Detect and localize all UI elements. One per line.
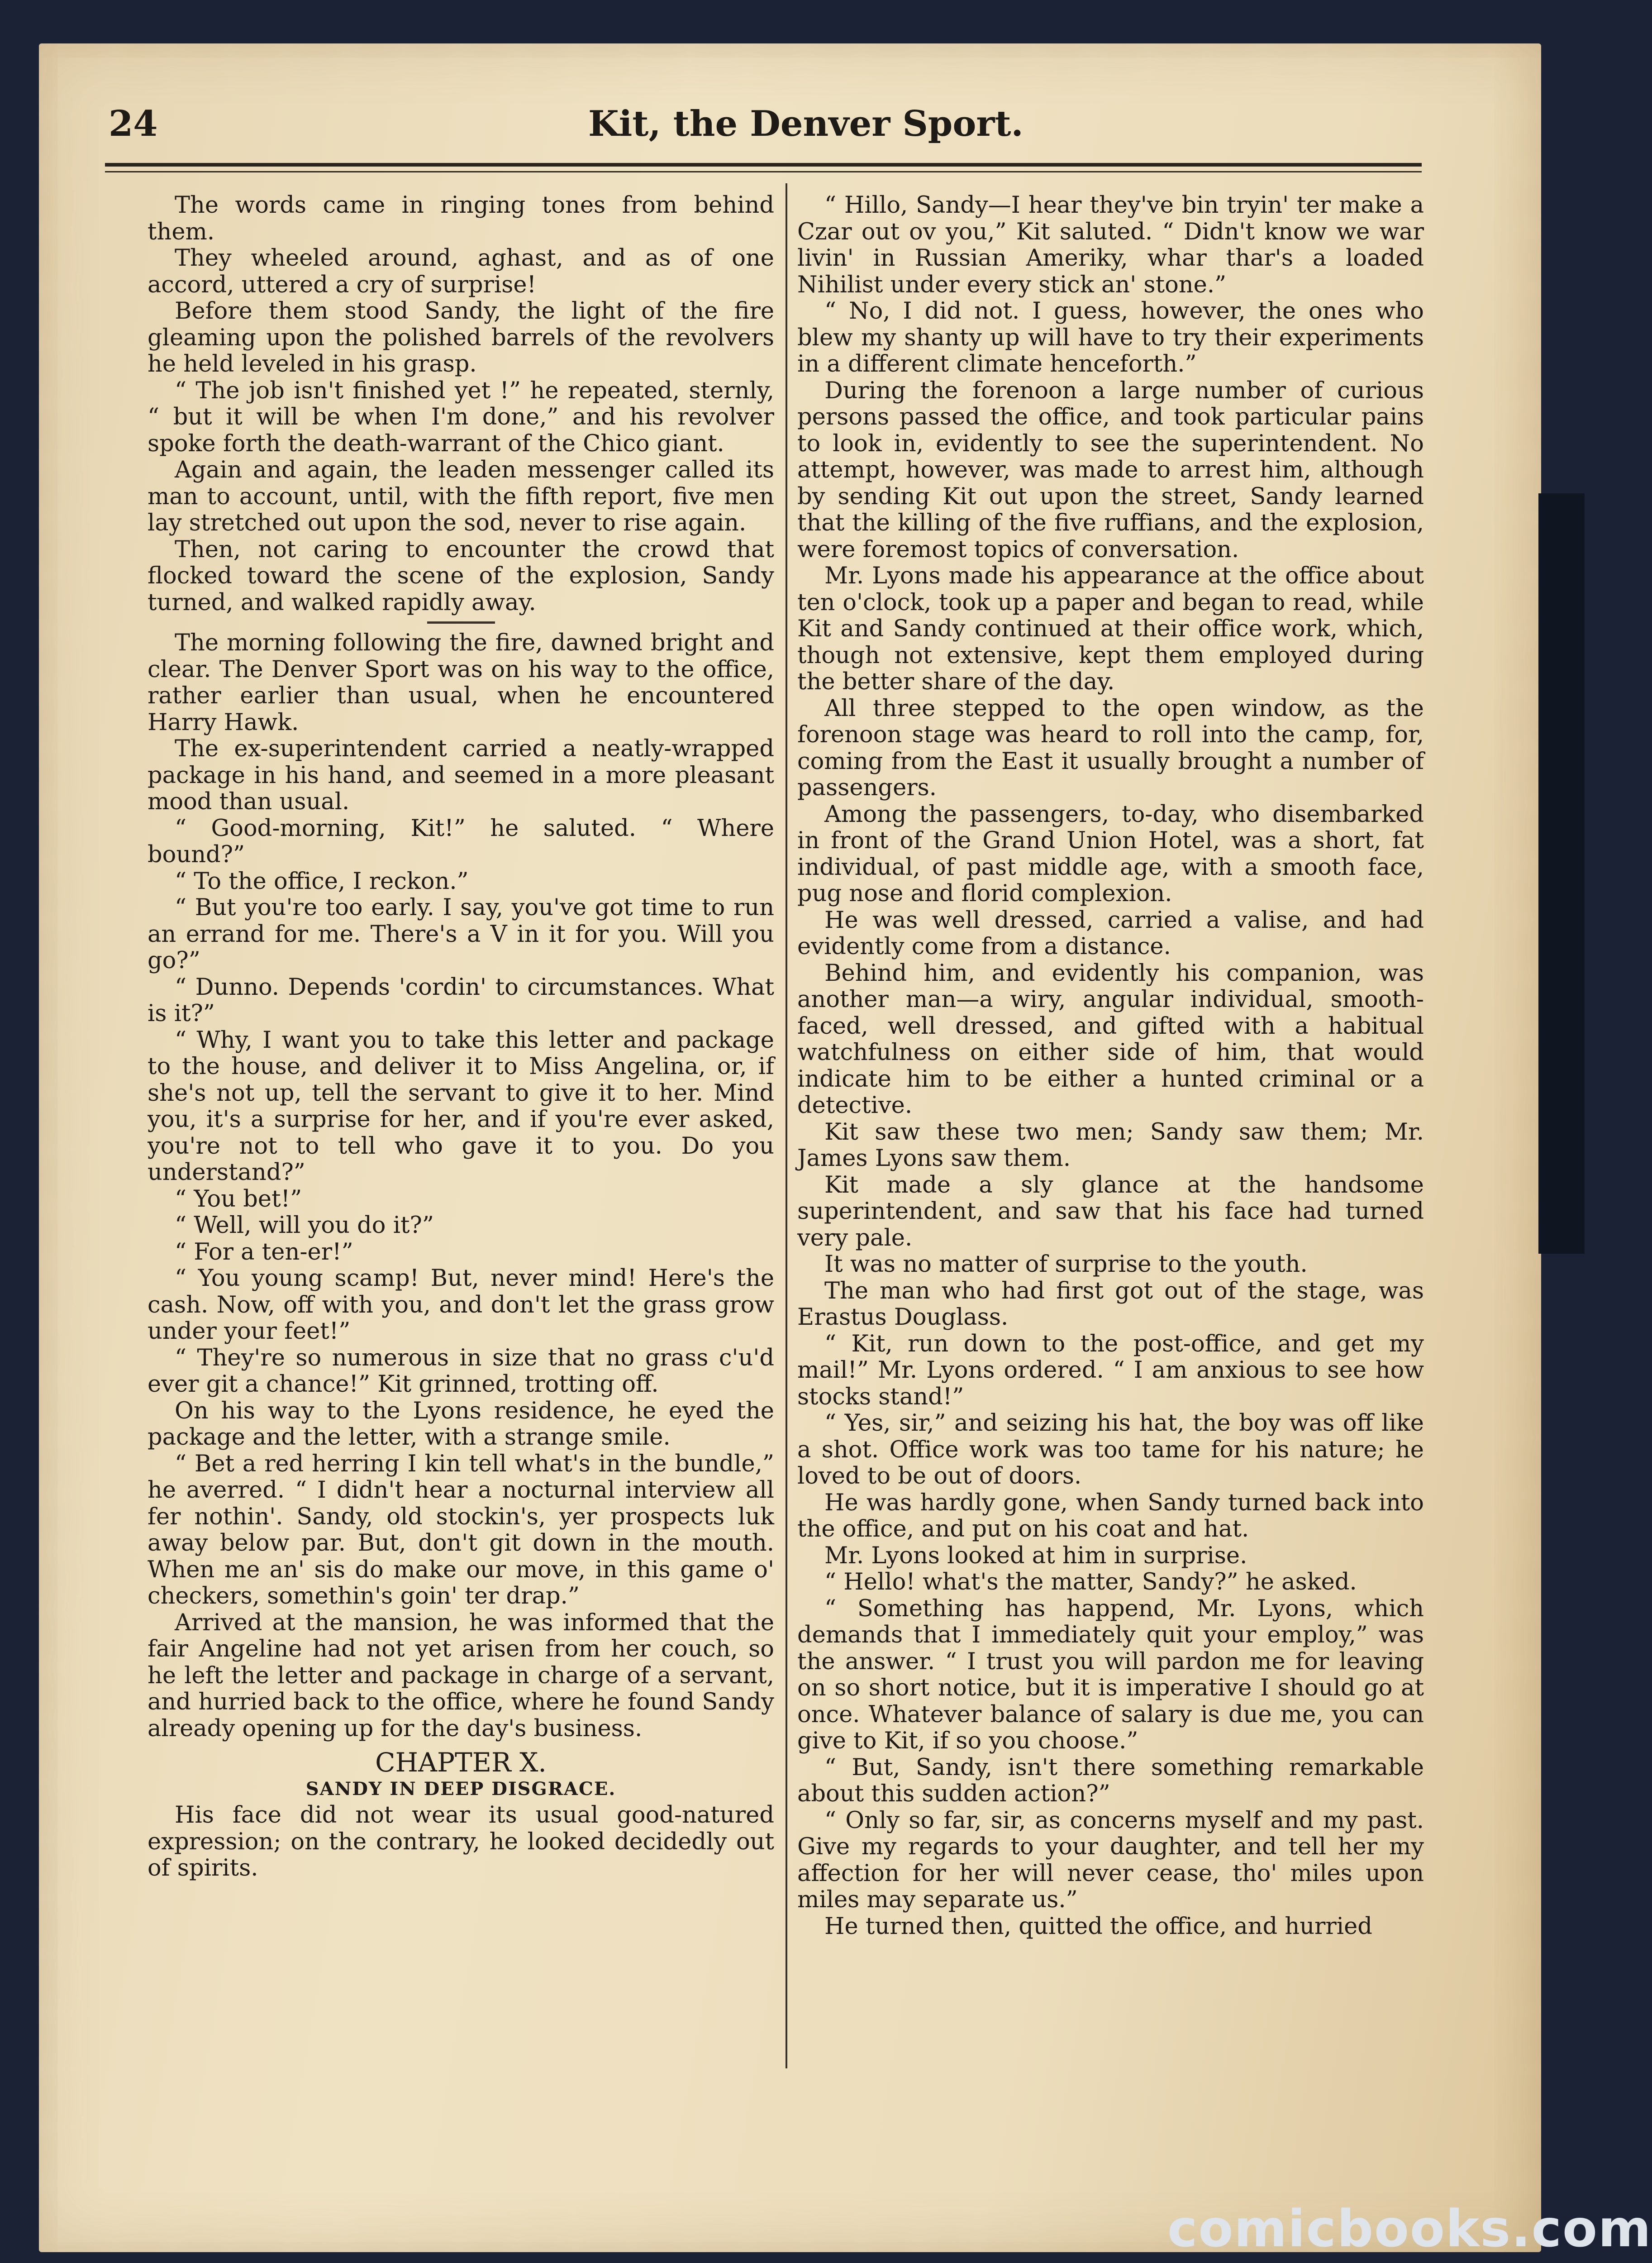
- paragraph: “ You bet!”: [175, 1185, 302, 1213]
- paragraph: He turned then, quitted the office, and hurried: [824, 1913, 1372, 1940]
- left-column: [148, 192, 774, 1882]
- chapter-title: SANDY IN DEEP DISGRACE.: [305, 1778, 616, 1800]
- chapter-number: CHAPTER X.: [375, 1747, 547, 1778]
- paragraph: Arrived at the mansion, he was informed that the fair Angeline had not yet arisen from her couch, so he left the letter and package in charge of a servant, and hurried back to the office, where he found Sandy already opening up for the day's business.: [148, 1609, 774, 1742]
- running-title: Kit, the Denver Sport.: [588, 103, 1024, 144]
- paragraph: “ Hello! what's the matter, Sandy?” he asked.: [824, 1569, 1357, 1595]
- paragraph: “ Yes, sir,” and seizing his hat, the boy was off like a shot. Office work was too tame for his nature; he loved to be out of doors.: [797, 1410, 1424, 1490]
- paragraph: “ Dunno. Depends 'cordin' to circumstances. What is it?”: [148, 974, 774, 1027]
- paragraph: It was no matter of surprise to the youth.: [824, 1251, 1308, 1278]
- right-column: [797, 192, 1424, 1940]
- paragraph: Kit saw these two men; Sandy saw them; Mr. James Lyons saw them.: [797, 1118, 1424, 1172]
- paragraph: “ To the office, I reckon.”: [175, 868, 469, 895]
- paragraph: “ Bet a red herring I kin tell what's in the bundle,” he averred. “ I didn't hear a nocturnal interview all fer nothin'. Sandy, old stockin's, yer prospects luk away below par. But, don't git down in the mouth. When me an' sis do make our move, in this game o' checkers, somethin's goin' ter drap.”: [148, 1450, 774, 1609]
- paragraph: Again and again, the leaden messenger called its man to account, until, with the fifth report, five men lay stretched out upon the sod, never to rise again.: [148, 457, 774, 536]
- paragraph: Mr. Lyons looked at him in surprise.: [824, 1542, 1247, 1569]
- paragraph: Kit made a sly glance at the handsome superintendent, and saw that his face had turned very pale.: [797, 1171, 1424, 1251]
- paragraph: “ Why, I want you to take this letter and package to the house, and deliver it to Miss Angelina, or, if she's not up, tell the servant to give it to her. Mind you, it's a surprise for her, and if you're ever asked, you're not to tell who gave it to you. Do you understand?”: [148, 1026, 774, 1186]
- paragraph: “ They're so numerous in size that no grass c'u'd ever git a chance!” Kit grinned, trotting off.: [148, 1344, 774, 1398]
- paragraph: The man who had first got out of the stage, was Erastus Douglass.: [797, 1277, 1424, 1331]
- binding-shadow: [1538, 493, 1585, 1254]
- header-rule-thin: [105, 171, 1422, 172]
- paragraph: During the forenoon a large number of curious persons passed the office, and took particular pains to look in, evidently to see the superintendent. No attempt, however, was made to arrest him, although by sending Kit out upon the street, Sandy learned that the killing of the five ruffians, and the explosion, were foremost topics of conversation.: [797, 377, 1424, 563]
- paragraph: “ Hillo, Sandy—I hear they've bin tryin' ter make a Czar out ov you,” Kit saluted. “ Didn't know we war livin' in Russian Ameriky, whar thar's a loaded Nihilist under every stick an' stone.”: [797, 192, 1424, 298]
- paragraph: “ Good-morning, Kit!” he saluted. “ Where bound?”: [148, 815, 774, 868]
- paragraph: Mr. Lyons made his appearance at the office about ten o'clock, took up a paper and began to read, while Kit and Sandy continued at their office work, which, though not extensive, kept them employed during the better share of the day.: [797, 563, 1424, 695]
- section-separator: [427, 621, 495, 624]
- paragraph: “ For a ten-er!”: [175, 1238, 353, 1265]
- paragraph: “ No, I did not. I guess, however, the ones who blew my shanty up will have to try their experiments in a different climate henceforth.”: [797, 298, 1424, 377]
- paragraph: Then, not caring to encounter the crowd that flocked toward the scene of the explosion, Sandy turned, and walked rapidly away.: [148, 536, 774, 616]
- paragraph: The words came in ringing tones from behind them.: [148, 192, 774, 245]
- paragraph: “ Something has happend, Mr. Lyons, which demands that I immediately quit your employ,” was the answer. “ I trust you will pardon me for leaving on so short notice, but it is imperative I should go at once. Whatever balance of salary is due me, you can give to Kit, if so you choose.”: [797, 1595, 1424, 1754]
- paragraph: “ The job isn't finished yet !” he repeated, sternly, “ but it will be when I'm done,” and his revolver spoke forth the death-warrant of the Chico giant.: [148, 377, 774, 457]
- column-divider: [786, 183, 787, 2068]
- paragraph: “ Only so far, sir, as concerns myself and my past. Give my regards to your daughter, and tell her my affection for her will never cease, tho' miles upon miles may separate us.”: [797, 1807, 1424, 1913]
- paragraph: Among the passengers, to-day, who disembarked in front of the Grand Union Hotel, was a short, fat individual, of past middle age, with a smooth face, pug nose and florid complexion.: [797, 801, 1424, 907]
- paragraph: “ You young scamp! But, never mind! Here's the cash. Now, off with you, and don't let the grass grow under your feet!”: [148, 1265, 774, 1345]
- paragraph: He was well dressed, carried a valise, and had evidently come from a distance.: [797, 907, 1424, 960]
- paragraph: They wheeled around, aghast, and as of one accord, uttered a cry of surprise!: [148, 245, 774, 298]
- page-number: 24: [109, 103, 158, 144]
- paragraph: “ But you're too early. I say, you've got time to run an errand for me. There's a V in it for you. Will you go?”: [148, 894, 774, 974]
- paragraph: Behind him, and evidently his companion, was another man—a wiry, angular individual, smooth-faced, well dressed, and gifted with a habitual watchfulness on either side of him, that would indicate him to be either a hunted criminal or a detective.: [797, 960, 1424, 1119]
- paragraph: “ But, Sandy, isn't there something remarkable about this sudden action?”: [797, 1754, 1424, 1807]
- paragraph: “ Well, will you do it?”: [175, 1212, 434, 1239]
- paragraph: The ex-superintendent carried a neatly-wrapped package in his hand, and seemed in a more pleasant mood than usual.: [148, 735, 774, 815]
- paragraph: On his way to the Lyons residence, he eyed the package and the letter, with a strange smile.: [148, 1397, 774, 1451]
- paragraph: All three stepped to the open window, as the forenoon stage was heard to roll into the camp, for, coming from the East it usually brought a number of passengers.: [797, 695, 1424, 801]
- chapter-opening: His face did not wear its usual good-natured expression; on the contrary, he looked decidedly out of spirits.: [148, 1802, 774, 1881]
- paragraph: Before them stood Sandy, the light of the fire gleaming upon the polished barrels of the revolvers he held leveled in his grasp.: [148, 298, 774, 377]
- watermark: comicbooks.com: [1167, 2200, 1652, 2258]
- header-rule: [105, 163, 1422, 167]
- paragraph: “ Kit, run down to the post-office, and get my mail!” Mr. Lyons ordered. “ I am anxious to see how stocks stand!”: [797, 1330, 1424, 1410]
- paragraph: The morning following the fire, dawned bright and clear. The Denver Sport was on his way to the office, rather earlier than usual, when he encountered Harry Hawk.: [148, 630, 774, 736]
- paragraph: He was hardly gone, when Sandy turned back into the office, and put on his coat and hat.: [797, 1489, 1424, 1542]
